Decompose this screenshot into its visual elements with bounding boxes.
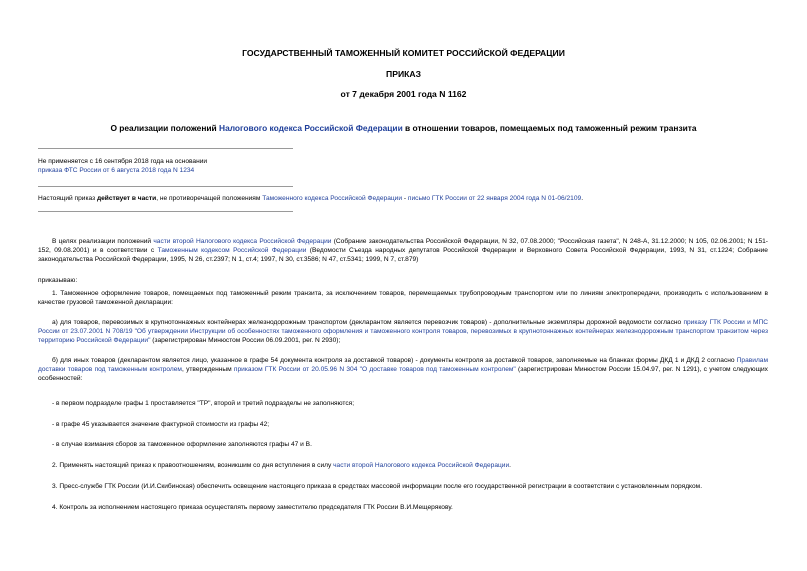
order-word: приказываю:	[38, 277, 78, 284]
gtk-order-304-link[interactable]: приказом ГТК России от 20.05.96 N 304 "О доставке товаров под таможенным контролем"	[233, 366, 516, 374]
tax-code-part2-link[interactable]: части второй Налогового кодекса Российской Федерации	[153, 238, 332, 245]
list-item: - в графе 45 указывается значение фактурной стоимости из графы 42;	[52, 421, 270, 428]
gtk-mps-order-link[interactable]: приказу ГТК России и МПС России от 23.07.2001 N 708/19 "Об утверждении Инструкции об особенностях таможенного оформления и таможенного контроля товаров, перевозимых в крупнотоннажных контейнерах железнодорожным транспортом транзитом через территорию Российской Федерации"	[38, 319, 768, 345]
date-number-heading: от 7 декабря 2001 года N 1162	[340, 89, 467, 99]
applicability-notice: Не применяется с 16 сентября 2018 года на основании приказа ФТС России от 6 августа 2018 года N 1234	[38, 157, 768, 175]
paragraph-2: 2. Применять настоящий приказ к правоотношениям, возникшим со дня вступления в силу части второй Налогового кодекса Российской Федерации.	[52, 462, 511, 469]
customs-code-link[interactable]: Таможенного кодекса Российской Федерации	[262, 195, 403, 202]
list-item: - в случае взимания сборов за таможенное оформление заполняются графы 47 и В.	[52, 441, 312, 448]
paragraph-b: б) для иных товаров (декларантом является лицо, указанное в графе 54 документа контроля за доставкой товаров) - документы контроля за доставкой товаров, заполняемые на бланках формы ДКД 1 и ДКД 2 согласно Правилам доставки товаров под таможенным контролем, утвержденным приказом ГТК России от 20.05.96 N 304 "О доставке товаров под таможенным контролем" (зарегистрирован Минюстом России 15.04.97, рег. N 1291), с учетом следующих особенностей:	[38, 357, 768, 383]
validity-note: Настоящий приказ действует в части, не противоречащей положениям Таможенного кодекса Российской Федерации - письмо ГТК России от 22 января 2004 года N 01-06/2109.	[38, 195, 584, 202]
divider	[38, 211, 293, 212]
paragraph-1: 1. Таможенное оформление товаров, помещаемых под таможенный режим транзита, за исключением товаров, перемещаемых трубопроводным транспортом или по линиям электропередачи, производить с использованием в качестве грузовой таможенной декларации:	[38, 290, 768, 307]
paragraph-a: а) для товаров, перевозимых в крупнотоннажных контейнерах железнодорожным транспортом (декларантом является перевозчик товаров) - дополнительные экземпляры дорожной ведомости согласно приказу ГТК России и МПС России от 23.07.2001 N 708/19 "Об утверждении Инструкции об особенностях таможенного оформления и таможенного контроля товаров, перевозимых в крупнотоннажных контейнерах железнодорожным транспортом транзитом через территорию Российской Федерации" (зарегистрирован Минюстом России 06.09.2001, рег. N 2930);	[38, 319, 768, 345]
paragraph-4: 4. Контроль за исполнением настоящего приказа осуществлять первому заместителю председателя ГТК России В.И.Мещерякову.	[52, 504, 453, 511]
delivery-rules-link[interactable]: Правилам доставки товаров под таможенным контролем	[38, 357, 768, 374]
fts-order-link[interactable]: приказа ФТС России от 6 августа 2018 года N 1234	[38, 167, 195, 175]
tax-code-title-link[interactable]: Налогового кодекса Российской Федерации	[219, 123, 403, 133]
agency-heading: ГОСУДАРСТВЕННЫЙ ТАМОЖЕННЫЙ КОМИТЕТ РОССИЙСКОЙ ФЕДЕРАЦИИ	[242, 48, 565, 58]
tax-code-part2-link[interactable]: части второй Налогового кодекса Российской Федерации	[333, 462, 510, 469]
customs-code-link[interactable]: Таможенным кодексом Российской Федерации	[157, 247, 307, 255]
paragraph-3: 3. Пресс-службе ГТК России (И.И.Скибинская) обеспечить освещение настоящего приказа в средствах массовой информации после его государственной регистрации в соответствии с установленным порядком.	[52, 483, 703, 490]
divider	[38, 148, 293, 149]
list-item: - в первом подразделе графы 1 проставляется "ТР", второй и третий подразделы не заполняются;	[52, 400, 355, 407]
gtk-letter-link[interactable]: письмо ГТК России от 22 января 2004 года N 01-06/2109	[407, 195, 582, 202]
divider	[38, 186, 293, 187]
document-title: О реализации положений Налогового кодекса Российской Федерации в отношении товаров, помещаемых под таможенный режим транзита	[110, 123, 697, 133]
doc-type-heading: ПРИКАЗ	[386, 69, 421, 79]
intro-paragraph: В целях реализации положений части второй Налогового кодекса Российской Федерации (Собрание законодательства Российской Федерации, N 32, 07.08.2000; "Российская газета", N 248-А, 31.12.2000; N 105, 02.06.2001; N 151-152, 09.08.2001) и в соответствии с Таможенным кодексом Российской Федерации (Ведомости Съезда народных депутатов Российской Федерации и Верховного Совета Российской Федерации, 1993, N 31, ст.1224; Собрание законодательства Российской Федерации, 1995, N 26, ст.2397; N 1, ст.4; 1997, N 30, ст.3586; N 47, ст.5341; 1999, N 7, ст.879)	[38, 238, 768, 264]
